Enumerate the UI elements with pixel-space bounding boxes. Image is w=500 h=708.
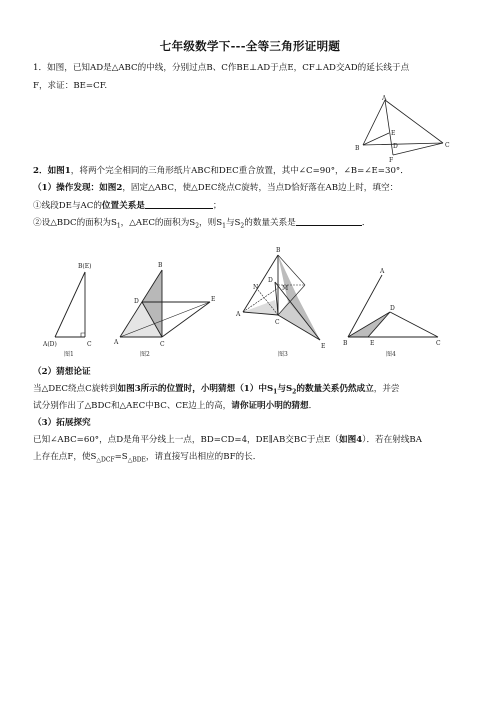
q2-number: 2． xyxy=(33,166,48,176)
sub-2b: 2 xyxy=(240,222,245,230)
p3-l2-a: 上存在点F，使S xyxy=(33,452,97,462)
p2-sub1: 1 xyxy=(273,388,278,396)
caption-fig3: 图3 xyxy=(278,351,288,358)
q2-part1 xyxy=(33,182,473,195)
p3-l1-bold: 如图4 xyxy=(339,435,363,445)
fig1-label-ad: A(D) xyxy=(43,341,57,348)
q2-part3-line1 xyxy=(33,434,473,447)
q2-intro-bold: 如图1 xyxy=(47,166,71,176)
fig3-label-e: E xyxy=(321,343,326,350)
item2-end: ． xyxy=(361,218,371,228)
item2-text-c: ，则S xyxy=(199,218,223,228)
fig3-label-c: C xyxy=(275,319,280,326)
fig2-label-c: C xyxy=(160,341,165,348)
fig3-label-a: A xyxy=(236,311,241,318)
figure-3 xyxy=(235,247,325,358)
item1-text: ①线段DE与AC的 xyxy=(33,201,102,211)
p2-l2-a: 试分别作出了△BDC和△AEC中BC、CE边上的高， xyxy=(33,401,232,411)
q2-intro-rest: ，将两个完全相同的三角形纸片ABC和DEC重合放置，其中∠C=90°，∠B=∠E=30°． xyxy=(70,166,409,176)
fig4-label-d: D xyxy=(390,305,395,312)
p2-l1-a: 当△DEC绕点C旋转到 xyxy=(33,384,118,394)
page-title: 七年级数学下---全等三角形证明题 xyxy=(159,39,341,53)
p2-l1-end: ，并尝 xyxy=(373,384,400,394)
fig4-label-a: A xyxy=(380,268,385,275)
q2-part1-item2 xyxy=(33,216,473,233)
q1-label-d: D xyxy=(393,143,398,150)
item2-text-e: 的数量关系是 xyxy=(244,218,296,228)
q2-part2-line1 xyxy=(33,383,473,399)
q1-label-b: B xyxy=(355,145,360,152)
p3-sub2: △BDE xyxy=(127,456,146,464)
fig4-label-e: E xyxy=(370,340,375,347)
p2-sub2: 2 xyxy=(292,388,297,396)
p3-l1-end: ）．若在射线BA xyxy=(362,435,422,445)
q2-part2-line2 xyxy=(33,400,473,413)
fig3-label-m: M xyxy=(282,285,289,292)
caption-fig1: 图1 xyxy=(64,351,74,358)
q1-label-a: A xyxy=(382,95,387,102)
item1-end: ； xyxy=(212,201,222,211)
fig3-label-d: D xyxy=(268,277,273,284)
fig4-label-c: C xyxy=(436,340,441,347)
q1-figure xyxy=(355,95,480,165)
q2-part1-fig-ref: 如图2 xyxy=(99,183,123,193)
q1-label-e: E xyxy=(391,130,396,137)
q2-part1-text: ，固定△ABC，使△DEC绕点C旋转，当点D恰好落在AB边上时，填空： xyxy=(122,183,399,193)
fig1-label-be: B(E) xyxy=(78,263,92,270)
p2-l1-bold3: 的数量关系仍然成立 xyxy=(296,384,374,394)
q2-part1-item1 xyxy=(33,199,473,213)
p2-l1-bold2: 与S xyxy=(277,384,293,394)
figure-1 xyxy=(42,263,92,358)
fig2-label-d: D xyxy=(134,298,139,305)
figure-4 xyxy=(343,268,441,358)
q2-figures xyxy=(30,240,480,365)
figure-2 xyxy=(113,262,215,358)
p3-l1-a: 已知∠ABC=60°，点D是角平分线上一点，BD=CD=4，DE∥AB交BC于点E（ xyxy=(33,435,339,445)
fig1-label-c: C xyxy=(87,341,92,348)
q1-label-f: F xyxy=(389,157,394,164)
fig2-label-b: B xyxy=(158,262,163,269)
item1-bold: 位置关系是 xyxy=(101,201,145,211)
fig2-label-a: A xyxy=(114,339,119,346)
sub-1a: 1 xyxy=(116,222,121,230)
fig3-label-b: B xyxy=(276,247,281,254)
sub-2a: 2 xyxy=(195,222,200,230)
answer-blank-1[interactable] xyxy=(145,199,213,209)
q2-intro xyxy=(33,165,473,178)
p3-l2-end: ，请直接写出相应的BF的长． xyxy=(145,452,262,462)
q1-line2: F，求证：BE=CF. xyxy=(33,81,108,91)
sub-1b: 1 xyxy=(222,222,226,230)
answer-blank-2[interactable] xyxy=(296,216,362,226)
caption-fig4: 图4 xyxy=(386,351,396,358)
p3-sub1: △DCF xyxy=(96,456,115,464)
q2-part3-head: （3）拓展探究 xyxy=(33,418,91,428)
p2-l1-bold: 如图3所示的位置时，小明猜想（1）中S xyxy=(117,384,274,394)
q2-part1-head: （1）操作发现： xyxy=(33,183,100,193)
fig3-label-n: N xyxy=(253,284,259,291)
fig4-label-b: B xyxy=(343,340,348,347)
p2-l2-end: ． xyxy=(308,401,318,411)
item2-text-b: ，△AEC的面积为S xyxy=(120,218,196,228)
caption-fig2: 图2 xyxy=(140,351,150,358)
q1-label-c: C xyxy=(445,142,450,149)
q2-part3-line2 xyxy=(33,451,473,467)
p2-l2-bold: 请你证明小明的猜想 xyxy=(231,401,309,411)
q2-part2-head: （2）猜想论证 xyxy=(33,367,91,377)
fig2-label-e: E xyxy=(211,296,216,303)
item2-text-a: ②设△BDC的面积为S xyxy=(33,218,117,228)
item2-text-d: 与S xyxy=(225,218,241,228)
q1-line1: 1．如图，已知AD是△ABC的中线，分别过点B、C作BE⊥AD于点E，CF⊥AD交AD的延长线于点 xyxy=(33,63,410,73)
p3-l2-b: =S xyxy=(114,452,128,462)
